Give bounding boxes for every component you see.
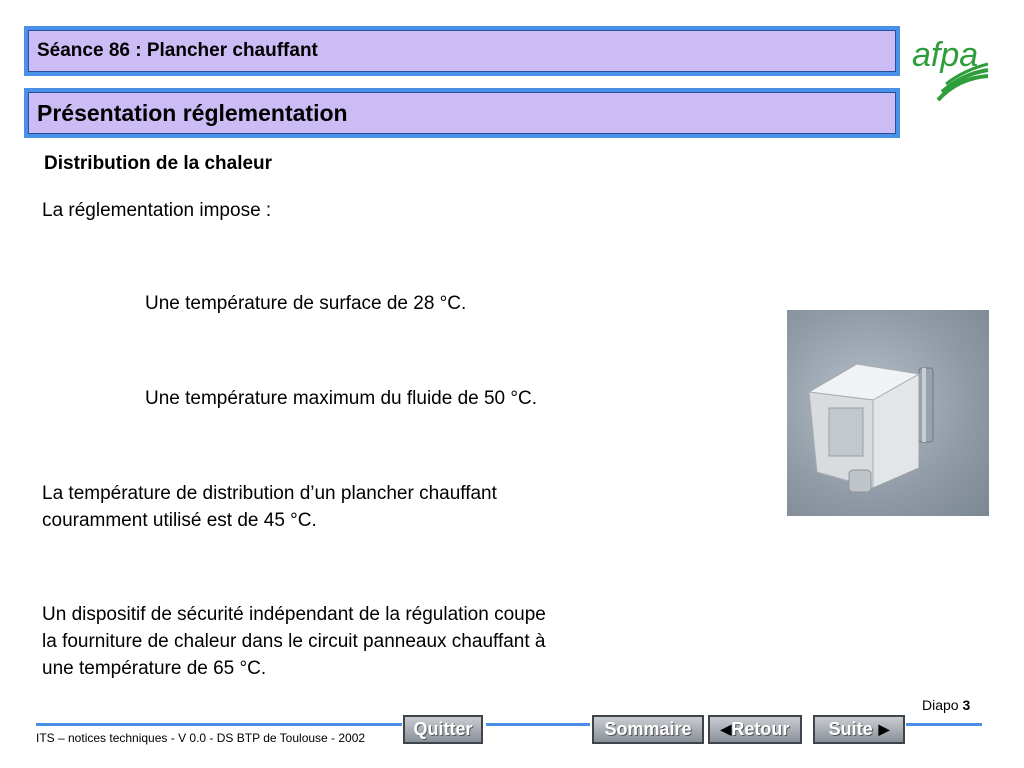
summary-button[interactable] xyxy=(592,715,704,744)
footer-text: ITS – notices techniques - V 0.0 - DS BTP de Toulouse - 2002 xyxy=(36,731,366,745)
afpa-logo xyxy=(908,30,992,106)
rule-surface-temp: Une température de surface de 28 °C. xyxy=(145,293,467,314)
section-title: Présentation réglementation xyxy=(37,99,348,126)
footer-divider xyxy=(906,723,982,726)
paragraph-line: la fourniture de chaleur dans le circuit panneaux chauffant à xyxy=(42,631,546,652)
slide-label: Diapo xyxy=(922,697,959,713)
slide-counter xyxy=(922,697,970,713)
summary-label: Sommaire xyxy=(604,719,692,739)
subtitle: Distribution de la chaleur xyxy=(44,153,273,174)
svg-text:afpa: afpa xyxy=(912,36,979,74)
intro-text: La réglementation impose : xyxy=(42,200,272,221)
slide-number: 3 xyxy=(962,697,971,713)
title-banner xyxy=(24,26,900,76)
footer-divider xyxy=(486,723,590,726)
safety-paragraph xyxy=(42,601,682,682)
back-button[interactable] xyxy=(708,715,802,744)
quit-label: Quitter xyxy=(413,719,473,739)
paragraph-line: Un dispositif de sécurité indépendant de la régulation coupe xyxy=(42,604,546,625)
page-title: Séance 86 : Plancher chauffant xyxy=(37,40,318,61)
distribution-paragraph xyxy=(42,480,662,534)
quit-button[interactable] xyxy=(403,715,483,744)
paragraph-line: La température de distribution d’un plancher chauffant xyxy=(42,483,497,504)
rule-fluid-temp: Une température maximum du fluide de 50 °C. xyxy=(145,388,538,409)
paragraph-line: couramment utilisé est de 45 °C. xyxy=(42,510,317,531)
arrow-left-icon: ◀ xyxy=(720,721,732,737)
paragraph-line: une température de 65 °C. xyxy=(42,658,267,679)
thermostat-photo xyxy=(787,310,989,516)
arrow-right-icon: ▶ xyxy=(878,721,890,737)
back-label: Retour xyxy=(731,719,790,739)
footer-divider xyxy=(36,723,402,726)
section-banner xyxy=(24,88,900,138)
next-button[interactable] xyxy=(813,715,905,744)
next-label: Suite xyxy=(828,719,873,739)
